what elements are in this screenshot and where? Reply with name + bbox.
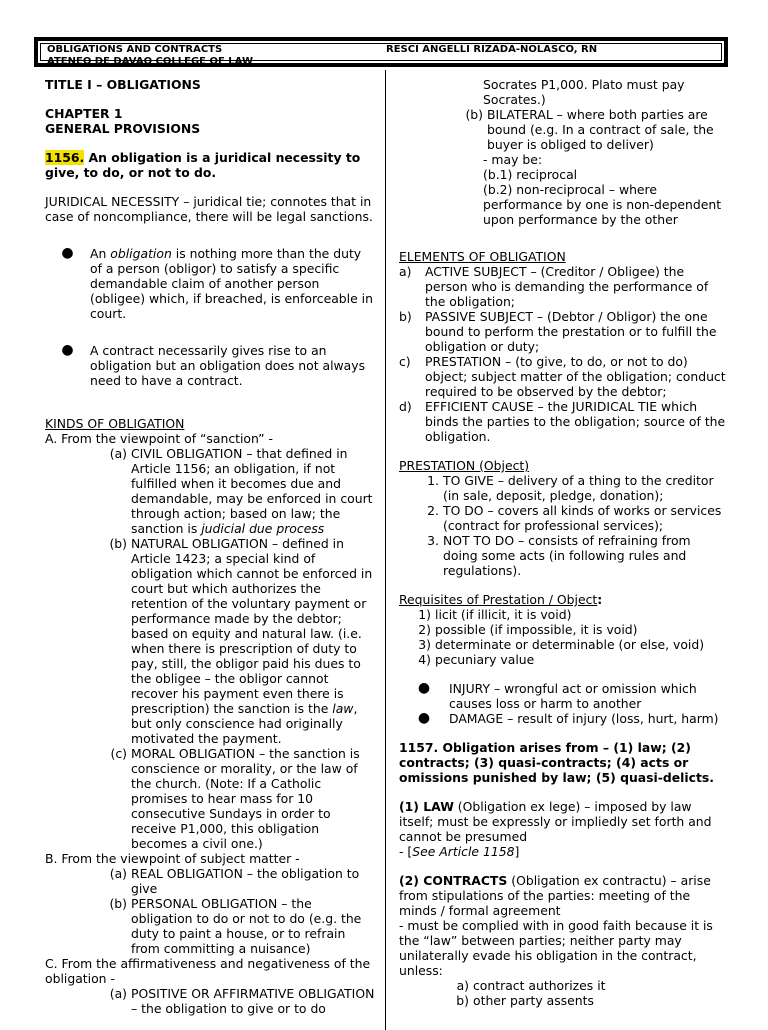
list-text: REAL OBLIGATION – the obligation to give [131, 866, 360, 896]
law-source [399, 799, 729, 844]
list-text: TO DO – covers all kinds of works or services (contract for professional services); [443, 503, 722, 533]
list-item [399, 264, 729, 309]
bullet-icon: ● [417, 710, 431, 726]
list-label: a) [456, 978, 469, 993]
list-text: MORAL OBLIGATION – the sanction is conscience or morality, or the law of the church. (Note: If a Catholic promises to hear mass for 10 consecutive Sundays in order to receive P1,000, this obligation becomes a civil one.) [131, 746, 360, 851]
list-item [399, 354, 729, 399]
list-item [399, 622, 729, 637]
requisites-heading [399, 592, 729, 607]
list-text: TO GIVE – delivery of a thing to the creditor (in sale, deposit, pledge, donation); [443, 473, 714, 503]
requisites-heading-text: Requisites of Prestation / Object [399, 592, 598, 607]
list-label: (a) [109, 986, 127, 1001]
list-label: (c) [110, 746, 127, 761]
list-item [399, 652, 729, 667]
list-item [399, 399, 729, 444]
bullet-item [399, 681, 729, 711]
bullet-text: INJURY – wrongful act or omission which causes loss or harm to another [449, 681, 697, 711]
list-label: a) [399, 264, 412, 279]
list-item [399, 309, 729, 354]
list-item [399, 607, 729, 622]
list-text: possible (if impossible, it is void) [435, 622, 638, 637]
list-label: (a) [109, 866, 127, 881]
list-text: NATURAL OBLIGATION – defined in Article 1423; a special kind of obligation which cannot be enforced in court but which authorizes the retention of the voluntary payment or performance made by the debtor; based on equity and natural law. (i.e. when there is prescription of duty to pay, still, the obligor paid his dues to the obligee – the obligor cannot recover his payment even there is prescription) the sanction is the [131, 536, 373, 716]
right-column [399, 77, 729, 1008]
continued-text: Socrates P1,000. Plato must pay Socrates.) [483, 77, 685, 107]
prestation-heading: PRESTATION (Object) [399, 458, 530, 473]
header-author: RESCI ANGELLI RIZADA-NOLASCO, RN [386, 44, 598, 55]
kind-b-heading: B. From the viewpoint of subject matter - [45, 851, 300, 866]
list-text: CIVIL OBLIGATION – that defined in Article 1156; an obligation, if not fulfilled when it becomes due and demandable, may be enforced in court through action; based on law; the sanction is [131, 446, 373, 536]
kind-c-heading: C. From the affirmativeness and negativeness of the obligation - [45, 956, 371, 986]
list-label: (b) [109, 896, 127, 911]
law-text: (Obligation ex lege) – imposed by law itself; must be expressly or impliedly set forth and cannot be presumed [399, 799, 712, 844]
list-text: NOT TO DO – consists of refraining from doing some acts (in following rules and regulations). [443, 533, 691, 578]
list-label: (b) [109, 536, 127, 551]
non-reciprocal-text: (b.2) non-reciprocal – where performance by one is non-dependent upon performance by the other [483, 182, 722, 227]
law-reference: - [See Article 1158] [399, 844, 520, 859]
list-label: 3. [427, 533, 439, 548]
list-text: other party assents [473, 993, 594, 1008]
article-1156 [45, 150, 375, 180]
list-label: 2) [418, 622, 431, 637]
list-text: , but only conscience had originally motivated the payment. [131, 701, 358, 746]
list-text: POSITIVE OR AFFIRMATIVE OBLIGATION – the obligation to give or to do [131, 986, 375, 1016]
bullet-text: An [90, 246, 111, 261]
list-item [399, 993, 729, 1008]
bullet-emphasis: obligation [110, 246, 172, 261]
list-label: b) [456, 993, 469, 1008]
kind-a-heading: A. From the viewpoint of “sanction” - [45, 431, 274, 446]
juridical-necessity-definition: JURIDICAL NECESSITY – juridical tie; connotes that in case of noncompliance, there will be legal sanctions. [45, 194, 373, 224]
list-label: 1) [418, 607, 431, 622]
may-be-text: - may be: [483, 152, 543, 167]
list-text: pecuniary value [435, 652, 535, 667]
list-label: d) [399, 399, 412, 414]
bullet-text: is nothing more than the duty of a person (obligor) to satisfy a specific demandable claim of another person (obligee) which, if breached, is enforceable in court. [90, 246, 373, 321]
list-label: (a) [109, 446, 127, 461]
list-text: ACTIVE SUBJECT – (Creditor / Obligee) the person who is demanding the performance of the obligation; [425, 264, 709, 309]
bullet-text: DAMAGE – result of injury (loss, hurt, harm) [449, 711, 719, 726]
contracts-label: (2) CONTRACTS [399, 873, 508, 888]
list-item [399, 978, 729, 993]
list-item [399, 503, 729, 533]
law-label: (1) LAW [399, 799, 454, 814]
list-item [45, 866, 375, 896]
chapter-name: GENERAL PROVISIONS [45, 121, 201, 136]
left-column [45, 77, 375, 1016]
header-school: ATENEO DE DAVAO COLLEGE OF LAW [47, 56, 253, 67]
list-item [45, 896, 375, 956]
bullet-item [45, 246, 375, 321]
list-text: determinate or determinable (or else, void) [435, 637, 705, 652]
list-label: b) [399, 309, 412, 324]
list-text: PASSIVE SUBJECT – (Debtor / Obligor) the one bound to perform the prestation or to fulfill the obligation or duty; [425, 309, 717, 354]
article-number-highlight: 1156. [45, 150, 85, 165]
list-label: 4) [418, 652, 431, 667]
list-item [45, 536, 375, 746]
reciprocal-text: (b.1) reciprocal [483, 167, 578, 182]
contracts-text: (Obligation ex contractu) – arise from stipulations of the parties: meeting of the minds / formal agreement [399, 873, 711, 918]
title-heading: TITLE I – OBLIGATIONS [45, 77, 201, 92]
chapter-label: CHAPTER 1 [45, 106, 123, 121]
bullet-icon: ● [417, 680, 431, 696]
list-label: 3) [418, 637, 431, 652]
contracts-detail: - must be complied with in good faith because it is the “law” between parties; neither party may unilaterally evade his obligation in the contract, unless: [399, 918, 713, 978]
list-label: 2. [427, 503, 439, 518]
article-reference: See Article 1158 [412, 844, 515, 859]
list-item [45, 446, 375, 536]
list-emphasis: judicial due process [201, 521, 325, 536]
list-item [399, 637, 729, 652]
list-label: 1. [427, 473, 439, 488]
list-label: c) [399, 354, 411, 369]
elements-heading: ELEMENTS OF OBLIGATION [399, 249, 566, 264]
list-label: (b) [465, 107, 483, 122]
list-item [399, 473, 729, 503]
bullet-icon: ● [61, 342, 74, 358]
contracts-source [399, 873, 729, 918]
article-1157: 1157. Obligation arises from – (1) law; (2) contracts; (3) quasi-contracts; (4) acts or omissions punished by law; (5) quasi-delicts. [399, 740, 715, 785]
list-item [45, 986, 375, 1016]
list-text: licit (if illicit, it is void) [435, 607, 572, 622]
bullet-text: A contract necessarily gives rise to an obligation but an obligation does not always need to have a contract. [90, 343, 366, 388]
list-text: PRESTATION – (to give, to do, or not to do) object; subject matter of the obligation; conduct required to be observed by the debtor; [425, 354, 726, 399]
list-text: BILATERAL – where both parties are bound (e.g. In a contract of sale, the buyer is obliged to deliver) [487, 107, 714, 152]
list-emphasis: law [332, 701, 354, 716]
list-item [399, 533, 729, 578]
bullet-item [45, 343, 375, 388]
kinds-of-obligation-heading: KINDS OF OBLIGATION [45, 416, 185, 431]
bullet-item [399, 711, 729, 726]
list-text: contract authorizes it [473, 978, 606, 993]
list-item [45, 746, 375, 851]
header-course: OBLIGATIONS AND CONTRACTS [47, 44, 223, 55]
list-text: PERSONAL OBLIGATION – the obligation to do or not to do (e.g. the duty to paint a house, or to refrain from committing a nuisance) [131, 896, 362, 956]
article-1156-text: An obligation is a juridical necessity to give, to do, or not to do. [45, 150, 361, 180]
bullet-icon: ● [61, 245, 74, 261]
requisites-colon: : [597, 592, 603, 607]
list-item [399, 107, 729, 152]
column-divider [385, 70, 386, 1030]
list-text: EFFICIENT CAUSE – the JURIDICAL TIE which binds the parties to the obligation; source of the obligation. [425, 399, 726, 444]
